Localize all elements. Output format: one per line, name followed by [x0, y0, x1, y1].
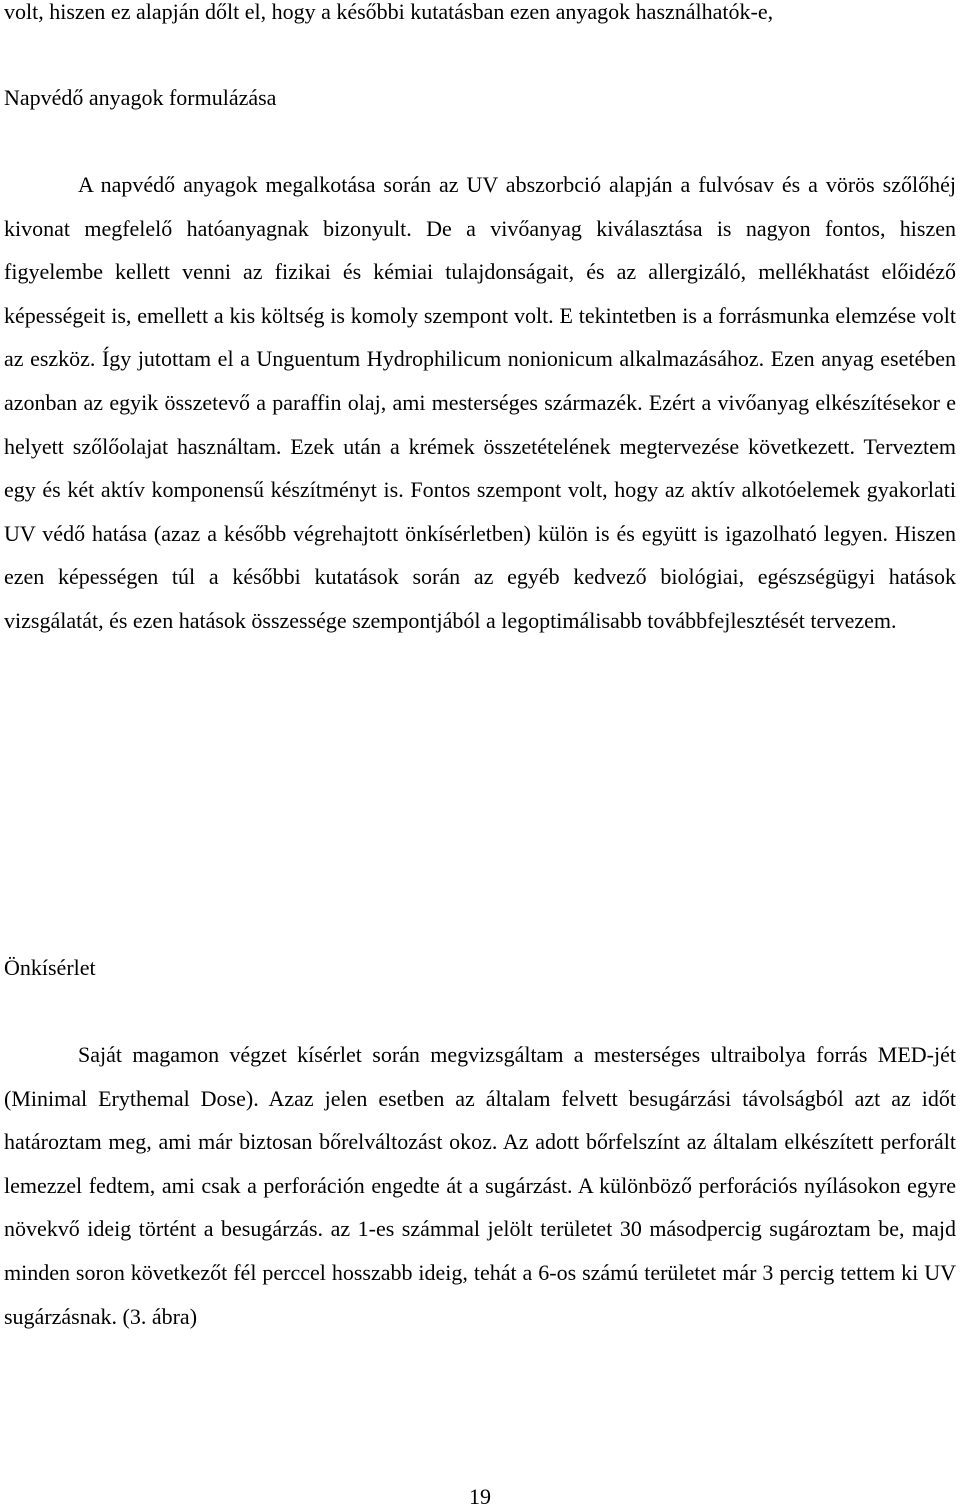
- section-heading-formulation: Napvédő anyagok formulázása: [4, 85, 277, 110]
- page-number: 19: [469, 1484, 491, 1509]
- section-heading-selftest: Önkísérlet: [4, 955, 96, 980]
- document-page: [4, 0, 956, 1509]
- intro-paragraph: volt, hiszen ez alapján dőlt el, hogy a későbbi kutatásban ezen anyagok használhatók-e,: [4, 0, 774, 24]
- formulation-paragraph: A napvédő anyagok megalkotása során az UV abszorbció alapján a fulvósav és a vörös szőlőhéj kivonat megfelelő hatóanyagnak bizonyult. De a vivőanyag kiválasztása is nagyon fontos, hiszen figyelembe kellett venni az fizikai és kémiai tulajdonságait, és az allergizáló, mellékhatást előidéző képességeit is, emellett a kis költség is komoly szempont volt. E tekintetben is a forrásmunka elemzése volt az eszköz. Így jutottam el a Unguentum Hydrophilicum nonionicum alkalmazásához. Ezen anyag esetében azonban az egyik összetevő a paraffin olaj, ami mesterséges származék. Ezért a vivőanyag elkészítésekor e helyett szőlőolajat használtam. Ezek után a krémek összetételének megtervezése következett. Terveztem egy és két aktív komponensű készítményt is. Fontos szempont volt, hogy az aktív alkotóelemek gyakorlati UV védő hatása (azaz a később végrehajtott önkísérletben) külön is és együtt is igazolható legyen. Hiszen ezen képességen túl a későbbi kutatások során az egyéb kedvező biológiai, egészségügyi hatások vizsgálatát, és ezen hatások összessége szempontjából a legoptimálisabb továbbfejlesztését tervezem.: [4, 172, 956, 633]
- selftest-paragraph: Saját magamon végzet kísérlet során megvizsgáltam a mesterséges ultraibolya forrás MED-jét (Minimal Erythemal Dose). Azaz jelen esetben az általam felvett besugárzási távolságból azt az időt határoztam meg, ami már biztosan bőrelváltozást okoz. Az adott bőrfelszínt az általam elkészített perforált lemezzel fedtem, ami csak a perforáción engedte át a sugárzást. A különböző perforációs nyílásokon egyre növekvő ideig történt a besugárzás. az 1-es számmal jelölt területet 30 másodpercig sugároztam be, majd minden soron következőt fél perccel hosszabb ideig, tehát a 6-os számú területet már 3 percig tettem ki UV sugárzásnak. (3. ábra): [4, 1042, 956, 1329]
